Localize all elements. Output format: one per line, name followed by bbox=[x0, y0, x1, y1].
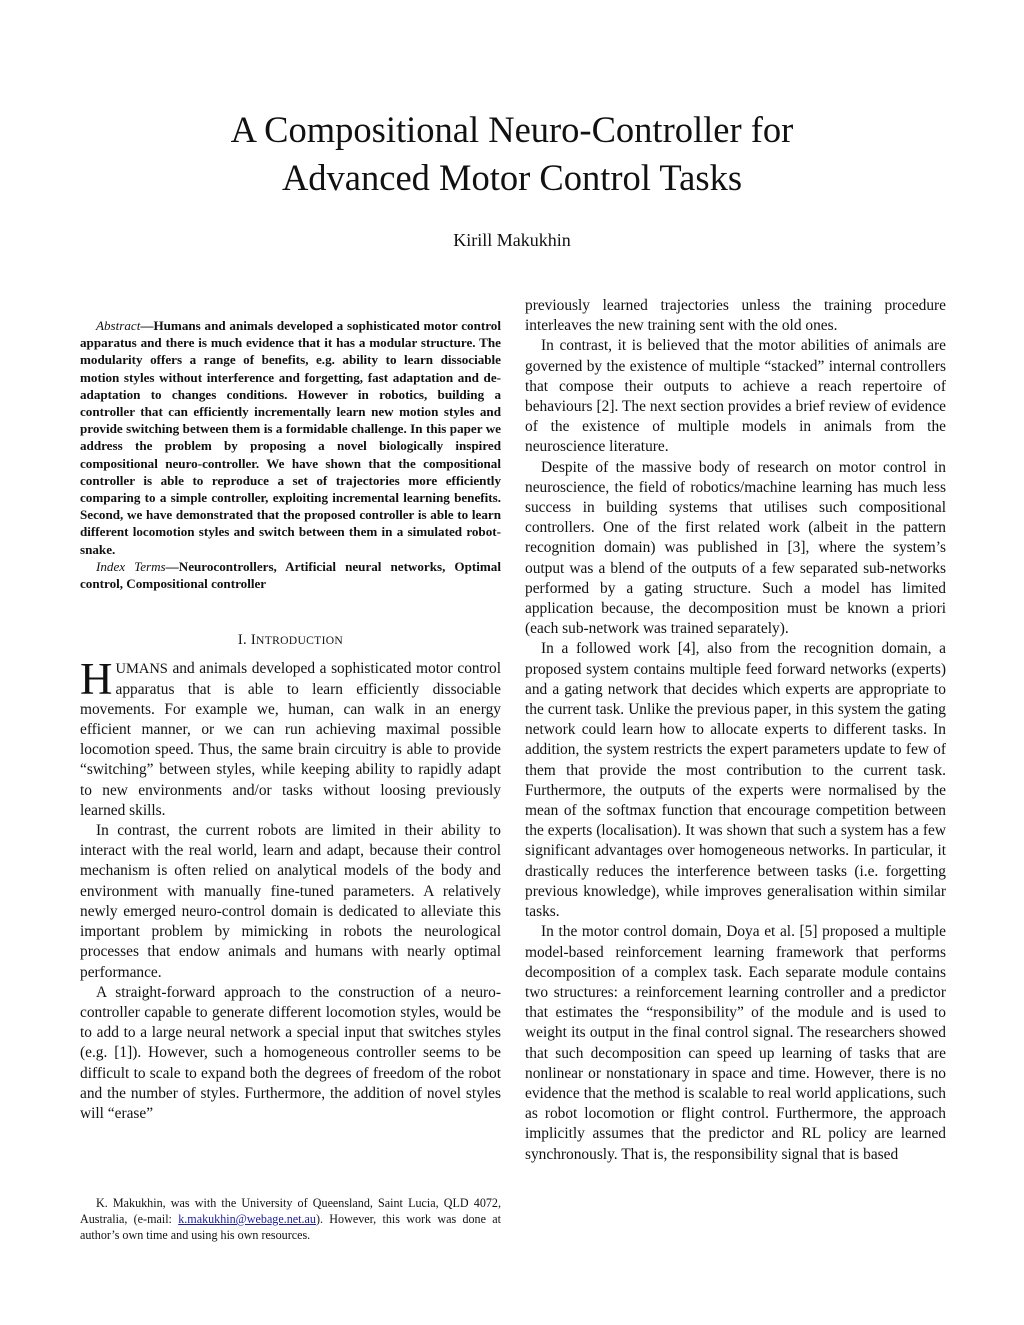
footnote-after: ). However, this work was done at author’s own time and using his own resources. bbox=[80, 1212, 501, 1242]
right-paragraph-4: In the motor control domain, Doya et al. [5] proposed a multiple model-based reinforcement learning framework that performs decomposition of a complex task. Each separate module contains two structures: a reinforcement learning controller and a predictor that estimates the “responsibility” of the module and is used to weight its output in the final control signal. The researchers showed that such decomposition can speed up learning of tasks that are nonlinear or nonstationary in space and time. However, there is no evidence that the method is scalable to real world applications, such as robot locomotion or flight control. Furthermore, the approach implicitly assumes that the predictor and RL policy are learned synchronously. That is, the responsibility signal that is based bbox=[525, 923, 946, 1163]
section-heading-first: I bbox=[250, 632, 257, 649]
intro-paragraph-1 bbox=[80, 654, 501, 821]
footnote-before: K. Makukhin, was with the University of Queensland, Saint Lucia, QLD 4072, Australia, (e-mail: bbox=[80, 1196, 501, 1226]
section-heading-rest: NTRODUCTION bbox=[256, 634, 344, 648]
title-line-2: Advanced Motor Control Tasks bbox=[281, 157, 743, 198]
abstract bbox=[80, 317, 501, 558]
right-paragraph-0: previously learned trajectories unless the training procedure interleaves the new training sent with the old ones. bbox=[525, 297, 946, 335]
index-terms-lead: Index Terms bbox=[96, 558, 166, 574]
drop-cap: H bbox=[80, 654, 113, 705]
email-link[interactable]: k.makukhin@webage.net.au bbox=[178, 1212, 316, 1226]
right-paragraph-3: In a followed work [4], also from the recognition domain, a proposed system contains multiple feed forward networks (experts) and a gating network that decides which experts are appropriate to the current task. Unlike the previous paper, in this system the gating network could learn how to allocate experts to different tasks. In addition, the system restricts the expert parameters update to few of them that provide the most contribution to the current task. Furthermore, the outputs of the experts were normalised by the mean of the softmax function that encourage competition between the experts (localisation). It was shown that such a system has a few significant advantages over homogeneous networks. In particular, it drastically reduces the interference between tasks (i.e. forgetting previous knowledge), while improves generalisation within similar tasks. bbox=[525, 640, 946, 921]
right-paragraph-2: Despite of the massive body of research on motor control in neuroscience, the field of robotics/machine learning has much less success in building systems that utilises such compositional controllers. One of the first related work (albeit in the pattern recognition domain) was published in [3], where the system’s output was a blend of the outputs of a few separated sub-networks performed by a gating structure. Such a model has limited application because, the decomposition must be known a priori (each sub-network was trained separately). bbox=[525, 458, 946, 638]
right-paragraph-1: In contrast, it is believed that the motor abilities of animals are governed by the existence of multiple “stacked” internal controllers that compose their outputs to achieve a reach repertoire of behaviours [2]. The next section provides a brief review of evidence of the existence of multiple models in animals from the neuroscience literature. bbox=[525, 337, 946, 456]
intro-paragraph-2: In contrast, the current robots are limited in their ability to interact with the real world, learn and adapt, because their control mechanism is often relied on analytical models of the body and environment with manually fine-tuned parameters. A relatively newly emerged neuro-control domain is dedicated to alleviate this important problem by mimicking in robots the neurological processes that endow animals and humans with nearly optimal performance. bbox=[80, 822, 501, 981]
intro-p1-text: and animals developed a sophisticated motor control apparatus that is able to learn efficiently dissociable movements. For example we, human, can walk in an energy efficient manner, or we can run achieving maximal possible locomotion speed. Thus, the same brain circuitry is able to provide “switching” between styles, while keeping ability to rapidly adapt to new environments and/or tasks without loosing previously learned skills. bbox=[80, 660, 501, 819]
index-terms-text: —Neurocontrollers, Artificial neural networks, Optimal control, Compositional controller bbox=[80, 558, 501, 592]
intro-paragraph-3: A straight-forward approach to the construction of a neuro-controller capable to generate different locomotion styles, would be to add to a large neural network a special input that switches styles (e.g. [1]). However, such a homogeneous controller seems to be difficult to scale to expand both the degrees of freedom of the robot and the number of styles. Furthermore, the addition of novel styles will “erase” bbox=[80, 983, 501, 1122]
index-terms bbox=[80, 558, 501, 592]
abstract-lead: Abstract bbox=[96, 318, 141, 333]
paper-title bbox=[0, 106, 1024, 202]
section-number: I. bbox=[237, 632, 247, 649]
right-column bbox=[525, 296, 946, 1165]
title-line-1: A Compositional Neuro-Controller for bbox=[230, 109, 794, 150]
author-footnote bbox=[80, 1195, 501, 1243]
abstract-text: —Humans and animals developed a sophisticated motor control apparatus and there is much evidence that it has a modular structure. The modularity offers a range of benefits, e.g. ability to learn dissociable motion styles without interference and forgetting, fast adaptation and de-adaptation to changes conditions. However in robotics, building a controller that can efficiently incrementally learn new motion styles and provide switching between them is a formidable challenge. In this paper we address the problem by proposing a novel biologically inspired compositional neuro-controller. We have shown that the compositional controller is able to reproduce a set of trajectories more efficiently comparing to a simple controller, exploiting incremental learning benefits. Second, we have demonstrated that the proposed controller is able to learn different locomotion styles and switch between them in a simulated robot-snake. bbox=[80, 318, 501, 557]
author-name: Kirill Makukhin bbox=[453, 230, 571, 250]
left-column bbox=[80, 317, 501, 1124]
intro-smallcaps: UMANS bbox=[115, 661, 168, 678]
section-heading bbox=[80, 630, 501, 651]
